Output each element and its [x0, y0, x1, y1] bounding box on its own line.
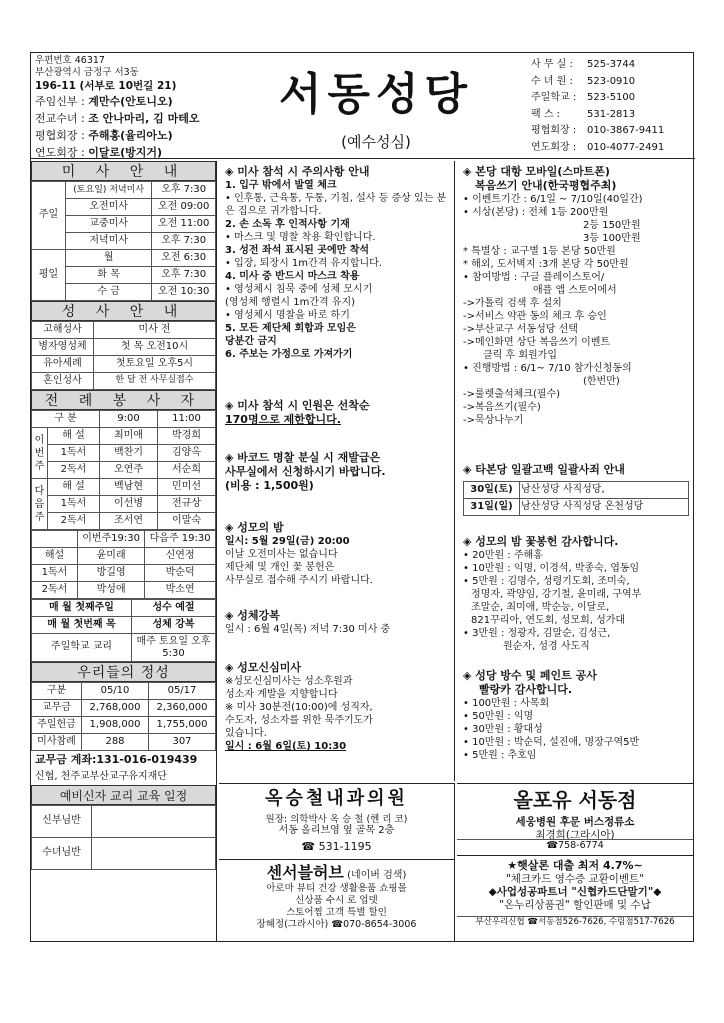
header — [31, 53, 695, 159]
allforyou-phone: ☎758-6774 — [457, 839, 693, 853]
account-info: 교무금 계좌:131-016-019439 — [35, 753, 198, 766]
contact-row: 주일학교 : 523-5100 — [531, 92, 636, 103]
mobile-gospel: ◈ 본당 대항 모바일(스마트폰) 복음쓰기 안내(한국평협주최) • 이벤트기간 : 6/1일 ~ 7/10일(40일간) • 시상(본당) : 전체 1등 200만원 2등 150만원 3등 100만원 * 특별상 : 교구별 1등 본당 50만원 * 해외, 도서벽지 :3개 본당 각 50만원 • 참여방법 : 구글 플레이스토어/ 애플 앱 스토어에서 ->가톨릭 검색 후 설치 ->서비스 약관 동의 체크 후 승인 ->부산교구 서동성당 선택 ->메인화면 상단 복음쓰기 이벤트 클릭 후 회원가입 • 진행방법 : 6/1~ 7/10 참가신청동의 (한번만) ->룰렛출석체크(필수) ->복음쓰기(필수) ->묵상나누기 — [463, 165, 643, 426]
servers-heading: 전 례 봉 사 자 — [31, 390, 216, 410]
prep-table: 신부님반 수녀님반 — [31, 805, 216, 870]
flower-thanks: ◈ 성모의 밤 꽃봉헌 감사합니다. • 20만원 : 주해홍 • 10만원 : 익명, 이경석, 박종숙, 엽동임 • 5만원 : 김명수, 성령기도회, 조미숙, 정명자, 곽양임, 강기철, 윤미래, 구역부 조말순, 최미애, 박순능, 이달로, 821꾸리아, 연도회, 성모회, 성가대 • 3만원 : 정광자, 김말순, 김성근, 원순자, 성경 사도직 — [463, 535, 642, 652]
church-title: 서동성당 — [278, 69, 473, 120]
contact-row: 수 녀 원 : 523-0910 — [531, 75, 636, 87]
address-line-1: 부산광역시 금정구 서3동 — [35, 67, 139, 78]
contact-row: 평협회장 : 010-3867-9411 — [531, 125, 665, 136]
servers-table: 구 분 9:00 11:00 이번주 해 설 최미애 박경희 1독서 백찬기 김양옥 2독서 오연주 서순희 다음주 해 설 백남현 민미선 1독서 이선병 전규상 2독서 조서연 이말숙 — [31, 410, 216, 530]
contact-row: 사 무 실 : 525-3744 — [531, 59, 636, 70]
attendance-limit: ◈ 미사 참석 시 인원은 선착순 170명으로 제한합니다. — [225, 399, 370, 426]
contact-row: 연도회장 : 010-4077-2491 — [531, 141, 665, 153]
allforyou-ad: 올포유 서동점 세웅병원 후문 버스정류소 최경희(그라시아) — [457, 783, 693, 855]
church-subtitle: (예수성심) — [341, 133, 411, 151]
mother-night: ◈ 성모의 밤 일시: 5월 29일(금) 20:00 이날 오전미사는 없습니다 제단체 및 개인 꽃 봉헌은 사무실로 접수해 주시기 바랍니다. — [225, 521, 373, 586]
contact-row: 팩 스 : 531-2813 — [531, 108, 636, 120]
benediction: ◈ 성체강복 일시 : 6월 4일(목) 저녁 7:30 미사 중 — [225, 609, 391, 635]
staff-row: 평협회장 : 주해홍(율리아노) — [35, 129, 173, 142]
confession-table: 30일(토) 남산성당 사직성당, 31일(일) 남산성당 사직성당 온천성당 — [463, 481, 689, 516]
staff-row: 주임신부 : 계만수(안토니오) — [35, 95, 173, 108]
staff-row: 전교수녀 : 조 안나마리, 김 마테오 — [35, 112, 200, 125]
postal-code: 우편번호 46317 — [35, 55, 105, 66]
offering-table: 구분 05/10 05/17 교무금 2,768,000 2,360,000 주일헌금 1,908,000 1,755,000 미사참례 288 307 — [31, 682, 216, 751]
mass-heading: 미 사 안 내 — [31, 161, 216, 181]
herb-ad: 센서블허브 (네이버 검색) 아로마 뷰티 건강 생활용품 쇼핑몰 신상품 수시 로 업뎃 스토어찜 고객 특별 할인 장혜정(그라시아) ☎070-8654-3006 — [219, 859, 455, 941]
evening-servers-table: 이번주19:30 다음주 19:30 해설 윤미래 신연정 1독서 방길영 박순덕 2독서 박성애 박소연 — [31, 530, 216, 599]
contact-list — [531, 57, 691, 156]
sacrament-table: 고해성사 미사 전 병자영성체 첫 목 오전10시 유아세례 첫토요일 오후5시 혼인성사 한 달 전 사무실접수 — [31, 321, 216, 390]
clinic-ad: 옥승철내과의원 원장: 의학박사 옥 승 철 (헨 리 코) 서동 올리브영 옆 골목 2층 ☎ 531-1195 — [219, 783, 455, 859]
paint-thanks: ◈ 성당 방수 및 페인트 공사 빨랑카 감사합니다. • 100만원 : 사목회 • 50만원 : 익명 • 30만원 : 황대성 • 10만원 : 박순덕, 설진애, 명장구역5반 • 5만원 : 추호임 — [463, 669, 640, 761]
left-column — [31, 161, 217, 941]
marian-mass: ◈ 성모신심미사 ※성모신심미사는 성소후원과 성소자 계발을 지향합니다 ※ 미사 30분전(10:00)에 성직자, 수도자, 성소자를 위한 묵주기도가 있습니다. 일시 : 6월 6일(토) 10:30 — [225, 661, 373, 752]
bank-info: 신협, 천주교부산교구유지재단 — [35, 771, 167, 782]
middle-column — [219, 161, 455, 781]
mass-notice-title: ◈ 미사 참석 시 주의사항 안내 — [225, 165, 370, 178]
bulletin-page — [30, 52, 694, 942]
sacrament-heading: 성 사 안 내 — [31, 301, 216, 321]
right-column — [457, 161, 693, 781]
mass-notice: ◈ 미사 참석 시 주의사항 안내 1. 입구 밖에서 발열 체크 • 인후통, 근육통, 두통, 기침, 설사 등 증상 있는 분은 집으로 귀가합니다. 2. 손 소독 후 인적사항 기재 • 마스크 및 명찰 착용 확인합니다. 3. 성전 좌석 표시된 곳에만 착석 • 입장, 퇴장시 1m간격 유지합니다. 4. 미사 중 반드시 마스크 착용 • 영성체시 침묵 중에 성체 모시기 (영성체 행렬시 1m간격 유지) • 영성체시 명찰을 바로 하기 5. 모든 제단체 회합과 모임은 당분간 금지 6. 주보는 가정으로 가져가기 — [225, 165, 451, 361]
address-line-2: 196-11 (서부로 10번길 21) — [35, 80, 177, 92]
staff-row: 연도회장 : 이달로(방지거) — [35, 146, 163, 159]
offering-heading: 우리들의 정성 — [31, 662, 216, 682]
confession-notice: ◈ 타본당 일괄고백 일괄사죄 안내 30일(토) 남산성당 사직성당, 31일(일) 남산성당 사직성당 온천성당 — [463, 463, 689, 516]
badge-notice: ◈ 바코드 명찰 분실 시 재발급은 사무실에서 신청하시기 바랍니다. (비용 : 1,500원) — [225, 451, 386, 492]
loan-ad: ★햇살론 대출 최저 4.7%~ "체크카드 영수증 교환이벤트" ◆사업성공파트너 "신협카드단말기"◆ "온누리상품권" 할인판매 및 수납 부산우리신협 ☎서동점526-7626, 수림점517-7626 — [457, 855, 693, 941]
monthly-table: 매 월 첫째주일 성수 예절 매 월 첫번째 목 성체 강복 주일학교 교리 매주 토요일 오후5:30 — [31, 599, 216, 662]
prep-heading: 예비신자 교리 교육 일정 — [31, 785, 216, 805]
mass-table: 주일 (토요일) 저녁미사 오후 7:30 오전미사 오전 09:00 교중미사 오전 11:00 저녁미사 오후 7:30 평일 월 오전 6:30 화 목 오후 7:30 수 금 오전 10:30 — [31, 181, 216, 301]
header-info — [35, 55, 265, 161]
